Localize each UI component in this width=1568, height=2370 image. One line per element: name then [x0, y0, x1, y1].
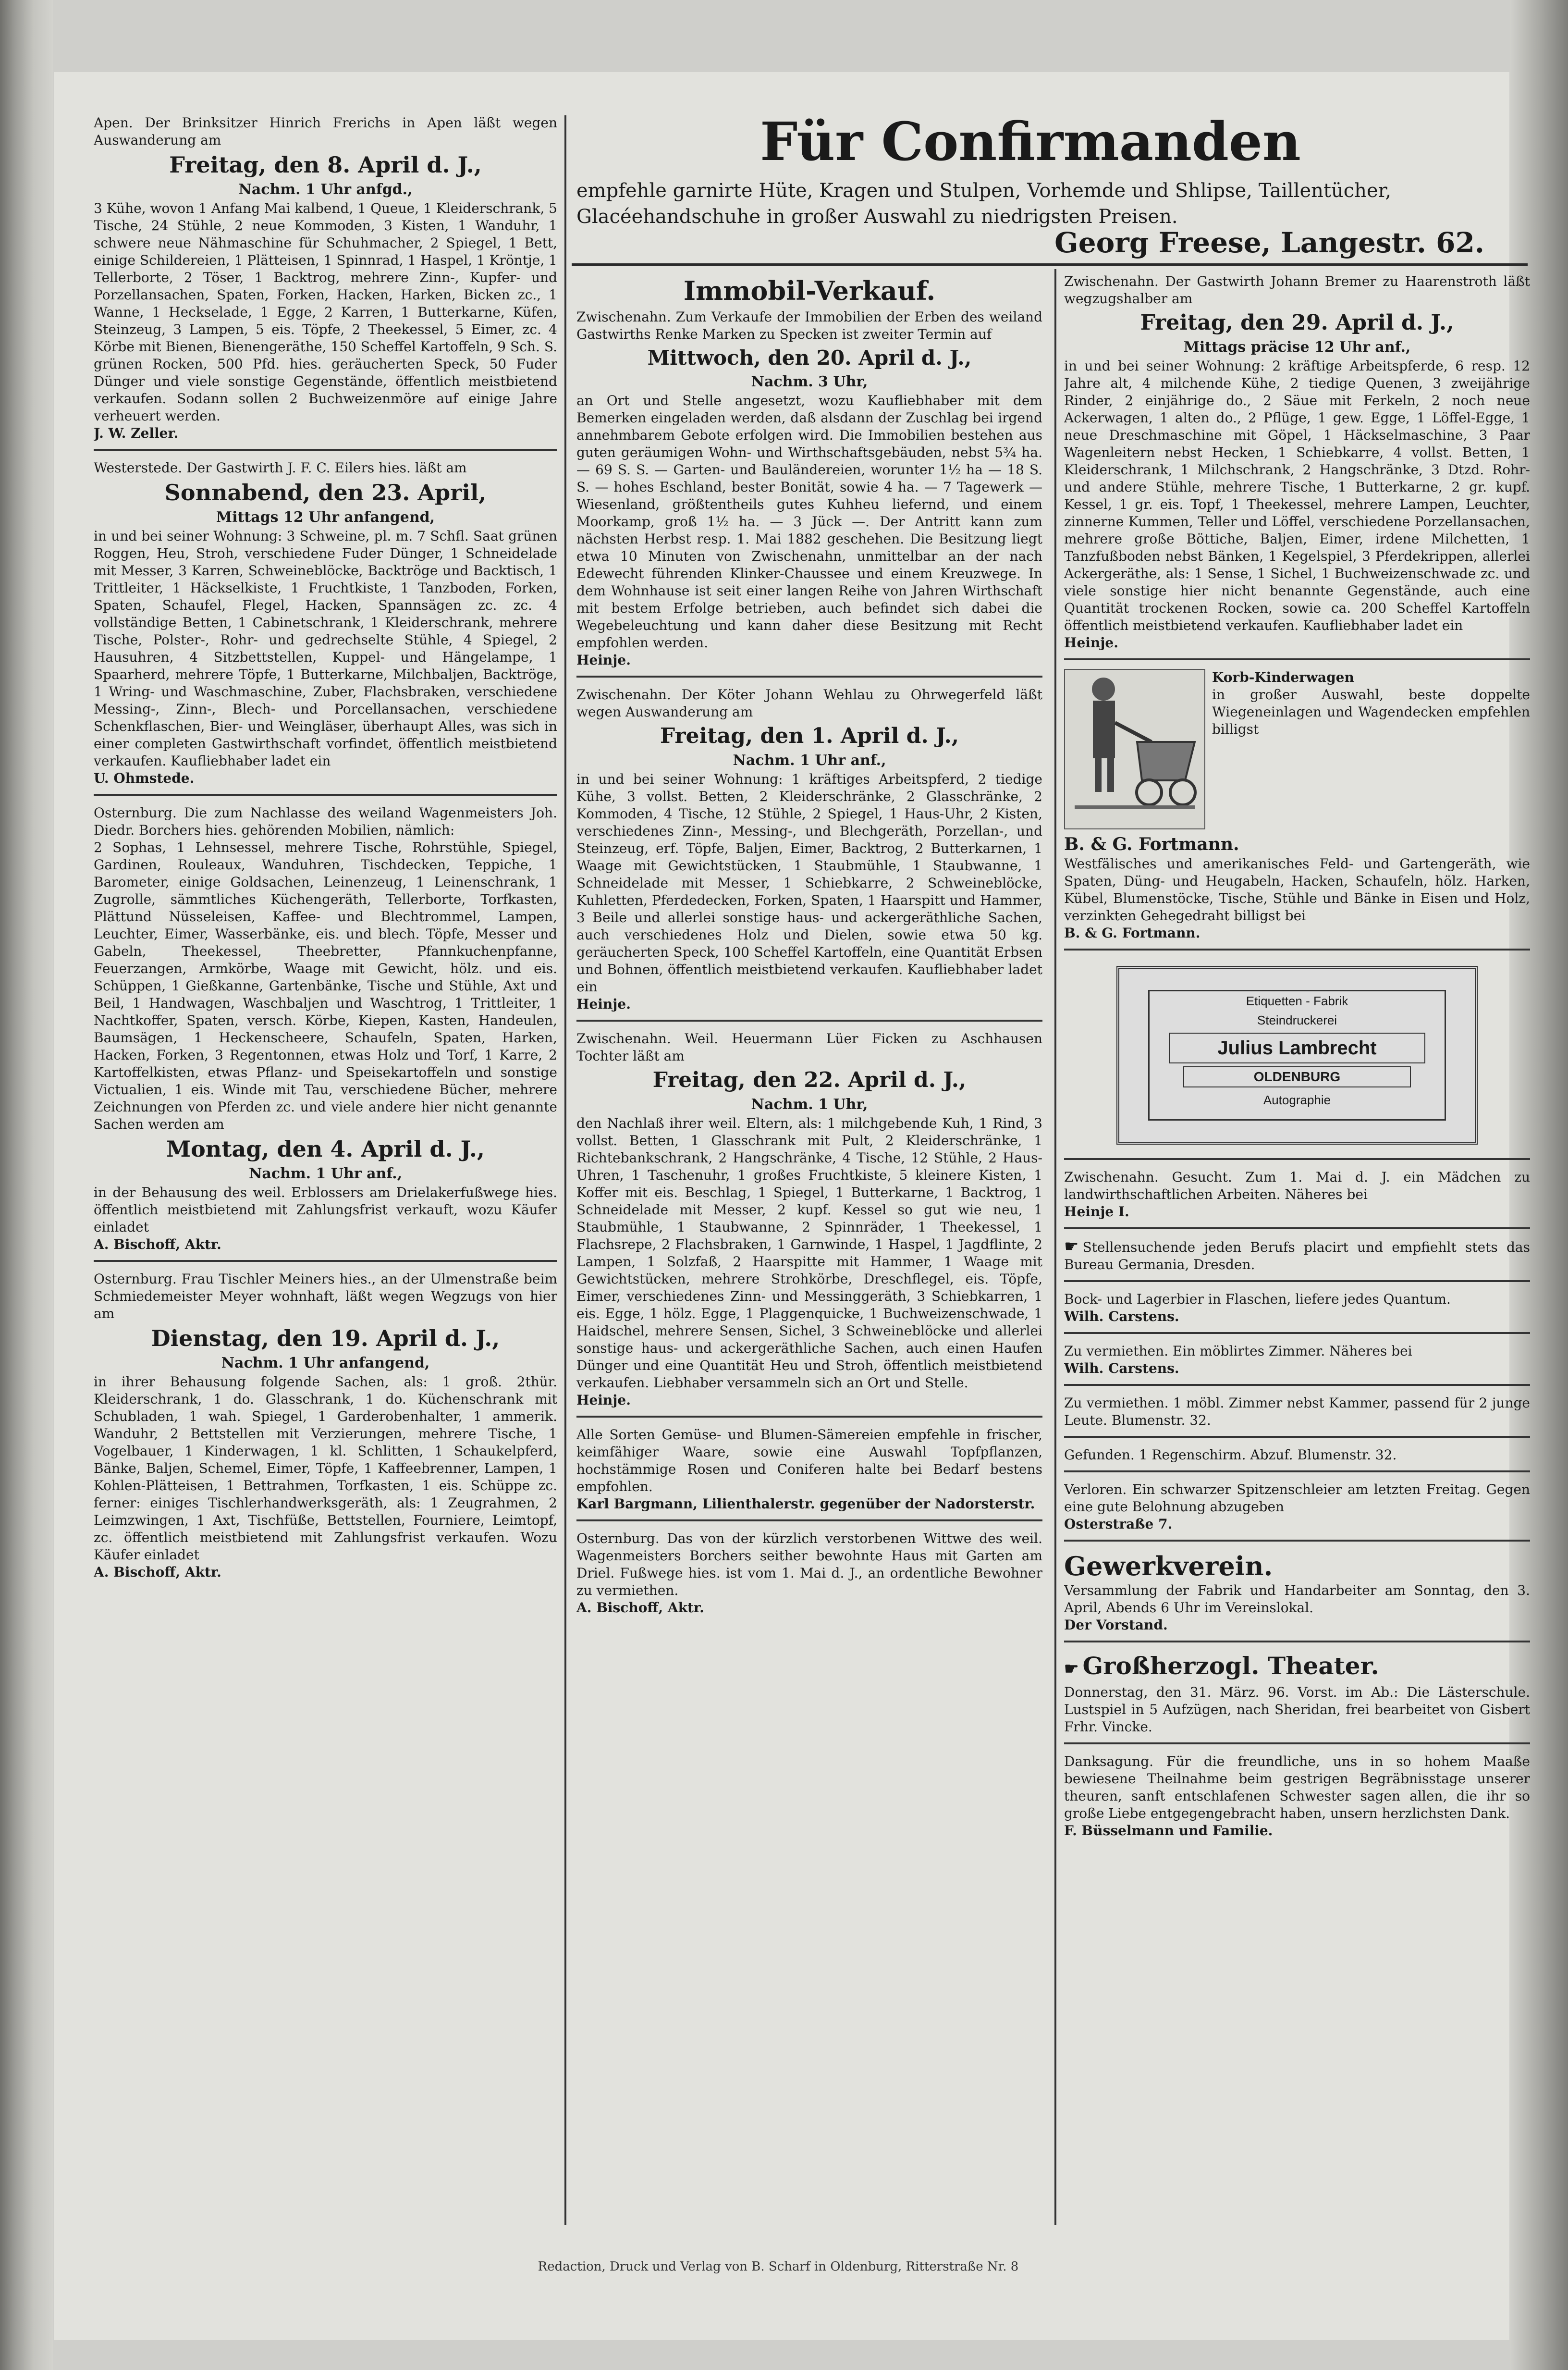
ad-osternburg-haus — [576, 1526, 1042, 1623]
gewerk-body: Versammlung der Fabrik und Handarbeiter am Sonntag, den 3. April, Abends 6 Uhr im Vereinslokal. — [1064, 1582, 1530, 1616]
ad-lagerbier — [1064, 1287, 1530, 1334]
ad-germania — [1064, 1234, 1530, 1282]
ad-bargmann — [576, 1422, 1042, 1521]
child-with-pram-illustration — [1064, 669, 1205, 829]
ad-body: in der Behausung des weil. Erblossers am Drielakerfußwege hies. öffentlich meistbietend mit Zahlungsfrist verkauft, wozu Käufer einladet — [94, 1185, 557, 1235]
ad-signature: Karl Bargmann, Lilienthalerstr. gegenüber der Nadorsterstr. — [576, 1496, 1035, 1512]
ad-vermiethen-2 — [1064, 1391, 1530, 1438]
ad-body: in und bei seiner Wohnung: 1 kräftiges Arbeitspferd, 2 tiedige Kühe, 3 vollst. Betten, 2 Kleiderschränke, 2 Glasschränke, 2 Kommoden, 4 Tische, 12 Stühle, 2 Spiegel, 1 Haus-Uhr, 2 Kisten, verschiedenes Zinn-, Messing-, und Blechgeräth, Porzellan-, und Steinzeug, erf. Töpfe, Baljen, Eimer, Backtrog, 2 Butterkarnen, 1 Waage mit Gewichtstücken, 1 Staubmühle, 1 Staubwanne, 1 Schneidelade mit Messer, 1 Schiebkarre, 2 Schweineblöcke, Kuhletten, Pferdedecken, Forken, Spaten, 1 Haarspitt und Hammer, 3 Beile und allerlei sonstige haus- und ackergeräthliche Sachen, auch verschiedenes Holz und Dielen, sowie etwa 50 kg. geräucherten Speck, 100 Scheffel Kartoffeln, eine Quantität Erbsen und Bohnen, öffentlich meistbietend verkaufen. Kaufliebhaber ladet ein — [576, 771, 1042, 995]
ad-body: an Ort und Stelle angesetzt, wozu Kaufliebhaber mit dem Bemerken eingeladen werden, daß alsdann der Zuschlag bei irgend annehmbarem Gebote erfolgen wird. Die Immobilien bestehen aus guten geräumigen Wohn- und Wirthschaftsgebäuden, nebst 5¾ ha. — 69 S. S. — Garten- und Bauländereien, worunter 1½ ha — 18 S. S. — hohes Eschland, bester Bonität, sowie 4 ha. — 7 Tagewerk — Wiesenland, größtentheils gutes Kuhheu liefernd, und einem Moorkamp, groß 1½ ha. — 3 Jück —. Der Antritt kann zum nächsten Herbst resp. 1. Mai 1882 geschehen. Die Besitzung liegt etwa 10 Minuten von Zwischenahn, unmittelbar an der nach Edewecht führenden Klinker-Chaussee und einem Kreuzwege. In dem Wohnhause ist seit einer langen Reihe von Jahren Wirthschaft mit bestem Erfolge betrieben, auch befindet sich dabei die Wegebeleuchtung und kann daher diese Besitzung mit Recht empfohlen werden. — [576, 393, 1042, 651]
ad-bremer — [1064, 269, 1530, 660]
ad-time: Nachm. 3 Uhr, — [751, 373, 868, 390]
column-rule-2 — [1054, 269, 1056, 2225]
ad-apen — [94, 111, 557, 451]
ad-signature: A. Bischoff, Aktr. — [94, 1236, 221, 1252]
ad-body: Bock- und Lagerbier in Flaschen, liefere jedes Quantum. — [1064, 1291, 1451, 1307]
ad-lambrecht — [1064, 955, 1530, 1160]
ad-intro: Zwischenahn. Der Gastwirth Johann Bremer zu Haarenstroth läßt wegzugshalber am — [1064, 273, 1530, 307]
ad-intro: Apen. Der Brinksitzer Hinrich Frerichs in Apen läßt wegen Auswanderung am — [94, 115, 557, 148]
pointing-hand-icon: ☛ — [1064, 1237, 1079, 1256]
ad-body — [1064, 1238, 1530, 1273]
ad-date: Freitag, den 29. April d. J., — [1140, 310, 1454, 335]
ad-osternburg-meiners — [94, 1267, 557, 1588]
ad-body: 3 Kühe, wovon 1 Anfang Mai kalbend, 1 Queue, 1 Kleiderschrank, 5 Tische, 24 Stühle, 2 neue Kommoden, 3 Kisten, 1 Wanduhr, 1 schwere neue Nähmaschine für Schuhmacher, 2 Spiegel, 1 Bett, einige Schildereien, 1 Plätteisen, 1 Spinnrad, 1 Haspel, 1 Kröntje, 1 Tellerborte, 2 Töser, 1 Backtrog, mehrere Zinn-, Kupfer- und Porzellansachen, Spaten, Forken, Hacken, Harken, Bicken zc., 1 Wanne, 1 Heckselade, 1 Egge, 2 Karren, 1 Butterkarne, Küfen, Steinzeug, 3 Lampen, 5 eis. Töpfe, 2 Theekessel, 5 Eimer, zc. 4 Körbe mit Bienen, Bienengeräthe, 150 Scheffel Kartoffeln, 9 Sch. S. grünen Rocken, 500 Pfd. hies. geräucherten Speck, 50 Fuder Dünger und viele sonstige Gegenstände, öffentlich meistbietend verkaufen. Sodann sollen 2 Buchweizenmöre auf einige Jahre verheuert werden. — [94, 200, 557, 424]
label-shop: Steindruckerei — [1257, 1013, 1337, 1027]
ad-intro: Westerstede. Der Gastwirth J. F. C. Eilers hies. läßt am — [94, 460, 467, 476]
pointing-hand-icon: ☛ — [1064, 1659, 1079, 1679]
confirm-body: empfehle garnirte Hüte, Kragen und Stulpen, Vorhemde und Shlipse, Taillentücher, Glacéehandschuhe in großer Auswahl zu niedrigsten Preisen. — [576, 180, 1392, 228]
dank-signature: F. Büsselmann und Familie. — [1064, 1823, 1273, 1839]
ad-intro: Alle Sorten Gemüse- und Blumen-Sämereien empfehle in frischer, keimfähiger Waare, sowie eine Auswahl Topfpflanzen, hochstämmige Rosen und Coniferen halte bei Bedarf bestens empfohlen. — [576, 1427, 1042, 1494]
column-2 — [576, 269, 1042, 2215]
ad-intro: Osternburg. Die zum Nachlasse des weiland Wagenmeisters Joh. Diedr. Borchers hies. gehörenden Mobilien, nämlich: — [94, 805, 557, 838]
gewerk-signature: Der Vorstand. — [1064, 1617, 1168, 1633]
ad-immobil — [576, 269, 1042, 678]
ad-date: Mittwoch, den 20. April d. J., — [647, 346, 972, 370]
ad-date: Freitag, den 1. April d. J., — [660, 724, 959, 748]
ad-body: den Nachlaß ihrer weil. Eltern, als: 1 milchgebende Kuh, 1 Rind, 3 vollst. Betten, 1 Glasschrank mit Pult, 2 Kleiderschränke, 1 Richtebankschrank, 2 Hangschränke, 4 Tische, 12 Stühle, 2 Haus-Uhren, 1 Taschenuhr, 1 großes Fruchtkiste, 5 kleinere Kisten, 1 Koffer mit eis. Beschlag, 1 Spiegel, 1 Butterkarne, 1 Backtrog, 1 Schneidelade mit Messer, 2 kupf. Kessel so gut wie neu, 1 Staubmühle, 1 Staubwanne, 2 Spinnräder, 1 Theekessel, 1 Flachsrepe, 2 Flachsbraken, 1 Garnwinde, 1 Haspel, 1 Jagdflinte, 2 Lampen, 1 Solzfaß, 2 Haarspitte mit Hammer, 1 Waage mit Gewichtstücken, mehrere Strohkörbe, Dreschflegel, eis. Töpfe, Eimer, verschiedenes Zinn- und Messinggeräth, 3 Schiebkarren, 1 eis. Egge, 1 hölz. Egge, 1 Plaggenquicke, 1 Buchweizenschwade, 1 Haidschel, mehrere Sensen, Sichel, 3 Schweineblöcke und allerlei sonstige haus- und ackergeräthliche Sachen, auch einen Haufen Dünger und eine Quantität Heu und Stroh, öffentlich meistbietend verkaufen. Liebhaber versammeln sich an Ort und Stelle. — [576, 1115, 1042, 1391]
ad-time: Mittags 12 Uhr anfangend, — [216, 509, 435, 526]
ad-body: Zu vermiethen. Ein möblirtes Zimmer. Näheres bei — [1064, 1343, 1412, 1359]
ad-danksagung — [1064, 1749, 1530, 1846]
lambrecht-label — [1116, 966, 1478, 1145]
ad-date: Freitag, den 22. April d. J., — [652, 1068, 967, 1092]
ad-signature: U. Ohmstede. — [94, 770, 195, 786]
ad-signature: A. Bischoff, Aktr. — [576, 1600, 704, 1616]
korb-title: Korb-Kinderwagen — [1212, 669, 1354, 685]
ad-date: Dienstag, den 19. April d. J., — [151, 1325, 500, 1351]
lambrecht-label-inner — [1148, 990, 1446, 1121]
ad-gesucht — [1064, 1165, 1530, 1229]
ad-signature: Osterstraße 7. — [1064, 1516, 1173, 1532]
ad-date: Sonnabend, den 23. April, — [164, 480, 487, 506]
ad-date: Freitag, den 8. April d. J., — [169, 152, 482, 178]
ad-intro: Zwischenahn. Weil. Heuermann Lüer Ficken zu Aschhausen Tochter läßt am — [576, 1031, 1042, 1064]
theater-title-row — [1064, 1651, 1530, 1684]
ad-ficken — [576, 1026, 1042, 1418]
ad-time: Nachm. 1 Uhr anfangend, — [221, 1355, 430, 1371]
imprint-footer: Redaction, Druck und Verlag von B. Scharf in Oldenburg, Ritterstraße Nr. 8 — [538, 2259, 1019, 2274]
ad-theater — [1064, 1647, 1530, 1744]
label-name: Julius Lambrecht — [1169, 1033, 1425, 1063]
ad-gefunden — [1064, 1443, 1530, 1472]
ad-body: Verloren. Ein schwarzer Spitzenschleier am letzten Freitag. Gegen eine gute Belohnung abzugeben — [1064, 1481, 1530, 1515]
ad-signature: A. Bischoff, Aktr. — [94, 1564, 221, 1580]
ad-body: in ihrer Behausung folgende Sachen, als: 1 groß. 2thür. Kleiderschrank, 1 do. Glasschrank, 1 do. Küchenschrank mit Schubladen, 1 wah. Spiegel, 1 Garderobenhalter, 1 ammerik. Wanduhr, 2 Bettstellen mit Verzierungen, mehrere Tische, 1 Vogelbauer, 1 Kinderwagen, 1 kl. Schlitten, 1 Schaukelpferd, Bänke, Baljen, Schemel, Eimer, Töpfe, 1 Kaffeebrenner, Lampen, 1 Kohlen-Plätteisen, 1 Bettrahmen, Torfkasten, 1 eis. Schüppe zc. ferner: einiges Tischlerhandwerksgeräth, als: 1 Zeugrahmen, 2 Leimzwingen, 1 Axt, Tischfüße, Bettstellen, Fourniere, Leimtopf, zc. öffentlich meistbietend mit Zahlungsfrist verkaufen. Wozu Käufer einladet — [94, 1374, 557, 1563]
label-top: Etiquetten - Fabrik — [1246, 994, 1348, 1008]
ad-signature: Heinje. — [1064, 635, 1118, 651]
ad-intro: Zwischenahn. Zum Verkaufe der Immobilien der Erben des weiland Gastwirths Renke Marken zu Specken ist zweiter Termin auf — [576, 309, 1042, 342]
ad-vermiethen-1 — [1064, 1339, 1530, 1386]
korb-body: in großer Auswahl, beste doppelte Wiegeneinlagen und Wagendecken empfehlen billigst — [1212, 687, 1530, 737]
ad-body: Gefunden. 1 Regenschirm. Abzuf. Blumenstr. 32. — [1064, 1447, 1397, 1463]
ad-date: Montag, den 4. April d. J., — [166, 1136, 485, 1162]
ad-signature: Wilh. Carstens. — [1064, 1360, 1179, 1376]
label-city: OLDENBURG — [1183, 1066, 1411, 1087]
ad-signature: Wilh. Carstens. — [1064, 1308, 1179, 1324]
ad-time: Nachm. 1 Uhr, — [751, 1096, 868, 1113]
ad-intro: Osternburg. Frau Tischler Meiners hies., an der Ulmenstraße beim Schmiedemeister Meyer wohnhaft, läßt wegen Wegzugs von hier am — [94, 1271, 557, 1321]
ad-body: Zwischenahn. Gesucht. Zum 1. Mai d. J. ein Mädchen zu landwirthschaftlichen Arbeiten. Näheres bei — [1064, 1169, 1530, 1202]
ad-wehlau — [576, 682, 1042, 1022]
ad-westerstede — [94, 456, 557, 796]
ad-signature: Heinje I. — [1064, 1204, 1129, 1220]
dank-body: Danksagung. Für die freundliche, uns in so hohem Maaße bewiesene Theilnahme beim gestrigen Begräbnisstage unserer theuren, sanft entschlafenen Schwester sagen allen, die ihr so große Liebe entgegengebracht haben, unsern herzlichsten Dank. — [1064, 1753, 1530, 1821]
ad-time: Nachm. 1 Uhr anfgd., — [238, 181, 413, 198]
confirm-title: Für Confirmanden — [760, 111, 1301, 173]
ad-heading: Immobil-Verkauf. — [683, 275, 936, 306]
gewerk-title: Gewerkverein. — [1064, 1551, 1273, 1581]
ad-body: 2 Sophas, 1 Lehnsessel, mehrere Tische, Rohrstühle, Spiegel, Gardinen, Rouleaux, Wanduhren, Tischdecken, Teppiche, 1 Barometer, einige Goldsachen, Leinenzeug, 1 Leinenschrank, 1 Zugrolle, sämmtliches Küchengeräth, Tellerborte, Torfkasten, Plättund Nüsseleisen, Kaffee- und Blechtrommel, Lampen, Leuchter, Eimer, Wasserbänke, eis. und blech. Töpfe, Messer und Gabeln, Theekessel, Theebretter, Pfannkuchenpfanne, Feuerzangen, Armkörbe, Waage mit Gewicht, hölz. und eis. Schüppen, 1 Gießkanne, Gartenbänke, Tische und Stühle, Axt und Beil, 1 Handwagen, Waschbaljen und Waschtrog, 1 Trittleiter, 1 Nachtkoffer, Spaten, versch. Körbe, Kiepen, Kasten, Handeulen, Baumsägen, 1 Heckenscheere, Schaufeln, Spaten, Harken, Hacken, Forken, 3 Regentonnen, etwas Holz und Torf, 1 Karre, 2 Kartoffelkisten, etwas Pflanz- und Speisekartoffeln und sonstige Victualien, 1 eis. Winde mit Tau, verschiedene Bücher, mehrere Zeichnungen von Pferden zc. und viele andere hier nicht genannte Sachen werden am — [94, 839, 557, 1132]
ad-intro: Zwischenahn. Der Köter Johann Wehlau zu Ohrwegerfeld läßt wegen Auswanderung am — [576, 687, 1042, 720]
ad-signature: Heinje. — [576, 652, 631, 668]
ad-gewerkverein — [1064, 1546, 1530, 1642]
ad-signature: Heinje. — [576, 1392, 631, 1408]
ad-text: Stellensuchende jeden Berufs placirt und empfiehlt stets das Bureau Germania, Dresden. — [1064, 1239, 1530, 1272]
column-3 — [1064, 269, 1530, 2215]
korb-signature: B. & G. Fortmann. — [1064, 834, 1239, 854]
theater-title: Großherzogl. Theater. — [1082, 1652, 1379, 1680]
fortmann-tools-body: Westfälisches und amerikanisches Feld- und Gartengeräth, wie Spaten, Düng- und Heugabeln, Hacken, Schaufeln, hölz. Harken, Kübel, Blumenstöcke, Tische, Stühle und Bänke in Eisen und Holz, verzinkten Gehegedraht billigst bei — [1064, 856, 1530, 924]
ad-body: in und bei seiner Wohnung: 3 Schweine, pl. m. 7 Schfl. Saat grünen Roggen, Heu, Stroh, verschiedene Fuder Dünger, 1 Schneidelade mit Messer, 3 Karren, Schweineblöcke, Backtröge und Backtisch, 1 Trittleiter, 1 Häckselkiste, 1 Fruchtkiste, 1 Tanzboden, Forken, Spaten, Schaufel, Flegel, Hacken, Spannsägen zc. zc. 4 vollständige Betten, 1 Cabinetschrank, 1 Kleiderschrank, mehrere Tische, Polster-, Rohr- und gedrechselte Stühle, 4 Spiegel, 2 Hausuhren, 4 Sitzbettstellen, Kuppel- und Hängelampe, 1 Spaarherd, mehrere Töpfe, 1 Butterkarne, Milchbaljen, Backtröge, 1 Wring- und Waschmaschine, Zuber, Flachsbraken, verschiedene Messing-, Zinn-, Blech- und Porcellansachen, verschiedene Schenkflaschen, Bier- und Weingläser, überhaupt Alles, was sich in einer completen Gastwirthschaft vorfindet, öffentlich meistbietend verkaufen. Kaufliebhaber ladet ein — [94, 528, 557, 769]
theater-body: Donnerstag, den 31. März. 96. Vorst. im Ab.: Die Lästerschule. Lustspiel in 5 Aufzügen, nach Sheridan, frei bearbeitet von Gisbert Frhr. Vincke. — [1064, 1684, 1530, 1735]
confirm-signature: Georg Freese, Langestr. 62. — [1054, 226, 1484, 259]
ad-time: Mittags präcise 12 Uhr anf., — [1183, 339, 1411, 356]
ad-osternburg-borchers — [94, 801, 557, 1262]
column-1 — [94, 111, 557, 2215]
ad-time: Nachm. 1 Uhr anf., — [733, 752, 886, 769]
label-bottom: Autographie — [1263, 1093, 1331, 1107]
page-edge-left — [0, 0, 53, 2370]
ad-body: in und bei seiner Wohnung: 2 kräftige Arbeitspferde, 6 resp. 12 Jahre alt, 4 milchende Kühe, 2 tiedige Quenen, 3 zweijährige Rinder, 2 einjährige do., 2 Säue mit Ferkeln, 2 noch neue Ackerwagen, 1 alten do., 2 Pflüge, 1 gew. Egge, 1 Löffel-Egge, 1 neue Dreschmaschine mit Göpel, 1 Häckselmaschine, 3 Paar Wagenleitern nebst Hecken, 1 Schiebkarre, 4 vollst. Betten, 1 Kleiderschrank, 1 Milchschrank, 2 Hangschränke, 3 Dtzd. Rohr- und andere Stühle, mehrere Tische, 1 Butterkarne, 2 gr. kupf. Kessel, 1 gr. eis. Topf, 1 Theekessel, mehrere Lampen, Leuchter, zinnerne Kummen, Teller und Löffel, verschiedene Porzellansachen, mehrere große Böttiche, Baljen, Eimer, irdene Milchetten, 1 Tanzfußboden nebst Bänken, 1 Kegelspiel, 3 Pferdekrippen, allerlei Ackergeräthe, als: 1 Sense, 1 Sichel, 1 Buchweizenschwade zc. und viele sonstige hier nicht benannte Gegenstände, auch eine Quantität trockenen Rocken, sowie ca. 200 Scheffel Kartoffeln öffentlich meistbietend verkaufen. Kaufliebhaber ladet ein — [1064, 358, 1530, 633]
fortmann-tools-signature: B. & G. Fortmann. — [1064, 925, 1200, 941]
ad-verloren — [1064, 1477, 1530, 1542]
ad-time: Nachm. 1 Uhr anf., — [248, 1165, 403, 1182]
ad-signature: Heinje. — [576, 996, 631, 1012]
ad-body: Zu vermiethen. 1 möbl. Zimmer nebst Kammer, passend für 2 junge Leute. Blumenstr. 32. — [1064, 1395, 1530, 1428]
ad-korb-kinderwagen — [1064, 665, 1530, 950]
confirm-rule — [572, 263, 1528, 266]
column-rule-1 — [564, 115, 566, 2225]
ad-signature: J. W. Zeller. — [94, 425, 179, 441]
ad-intro: Osternburg. Das von der kürzlich verstorbenen Wittwe des weil. Wagenmeisters Borchers seither bewohnte Haus mit Garten am Driel. Fußwege hies. ist vom 1. Mai d. J., an ordentliche Bewohner zu vermiethen. — [576, 1531, 1042, 1598]
